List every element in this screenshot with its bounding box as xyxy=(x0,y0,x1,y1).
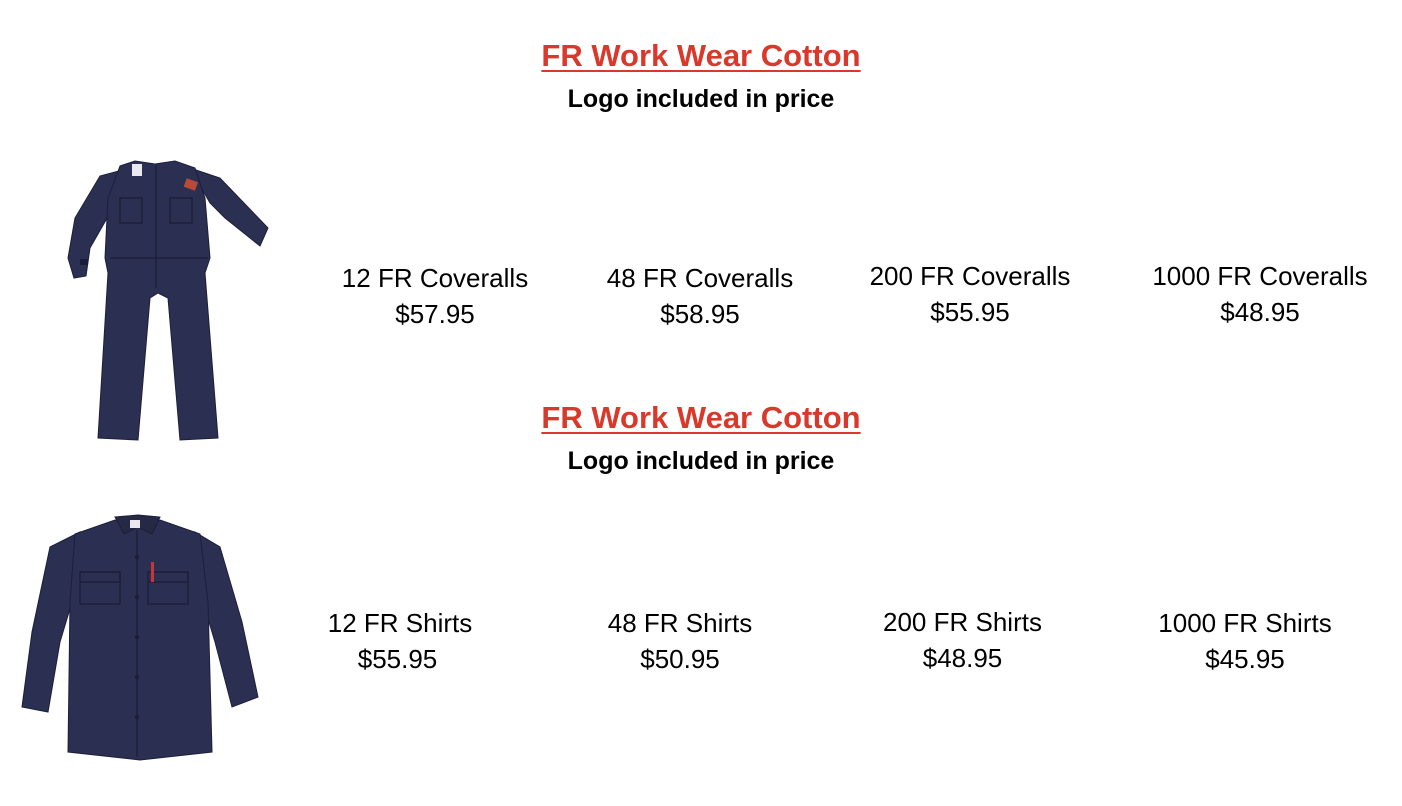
price-tier xyxy=(300,605,500,677)
tier-quantity-label: 48 FR Coveralls xyxy=(606,263,794,293)
tier-quantity-label: 1000 FR Shirts xyxy=(1158,608,1332,638)
price-tier xyxy=(330,260,540,332)
price-tier xyxy=(595,260,805,332)
tier-price: $50.95 xyxy=(640,644,720,674)
tier-price: $48.95 xyxy=(922,643,1003,673)
price-tier xyxy=(1140,605,1350,677)
section-title: FR Work Wear Cotton xyxy=(541,38,861,73)
price-tier xyxy=(860,258,1080,330)
shirt-image xyxy=(20,512,265,764)
tier-quantity-label: 200 FR Shirts xyxy=(883,607,1042,637)
tier-price: $55.95 xyxy=(357,644,438,674)
tier-quantity-label: 200 FR Coveralls xyxy=(869,261,1071,291)
price-tier xyxy=(1140,258,1380,330)
price-tier xyxy=(580,605,780,677)
section-subtitle: Logo included in price xyxy=(567,447,835,475)
tier-price: $55.95 xyxy=(930,297,1010,327)
tier-quantity-label: 12 FR Shirts xyxy=(327,608,473,638)
price-tier xyxy=(860,604,1065,676)
tier-quantity-label: 48 FR Shirts xyxy=(607,608,753,638)
tier-price: $57.95 xyxy=(395,299,475,329)
tier-price: $58.95 xyxy=(660,299,740,329)
tier-quantity-label: 12 FR Coveralls xyxy=(341,263,529,293)
tier-price: $48.95 xyxy=(1220,297,1300,327)
tier-price: $45.95 xyxy=(1205,644,1285,674)
tier-quantity-label: 1000 FR Coveralls xyxy=(1152,261,1368,291)
section-subtitle: Logo included in price xyxy=(567,85,835,113)
section-title: FR Work Wear Cotton xyxy=(541,400,861,435)
